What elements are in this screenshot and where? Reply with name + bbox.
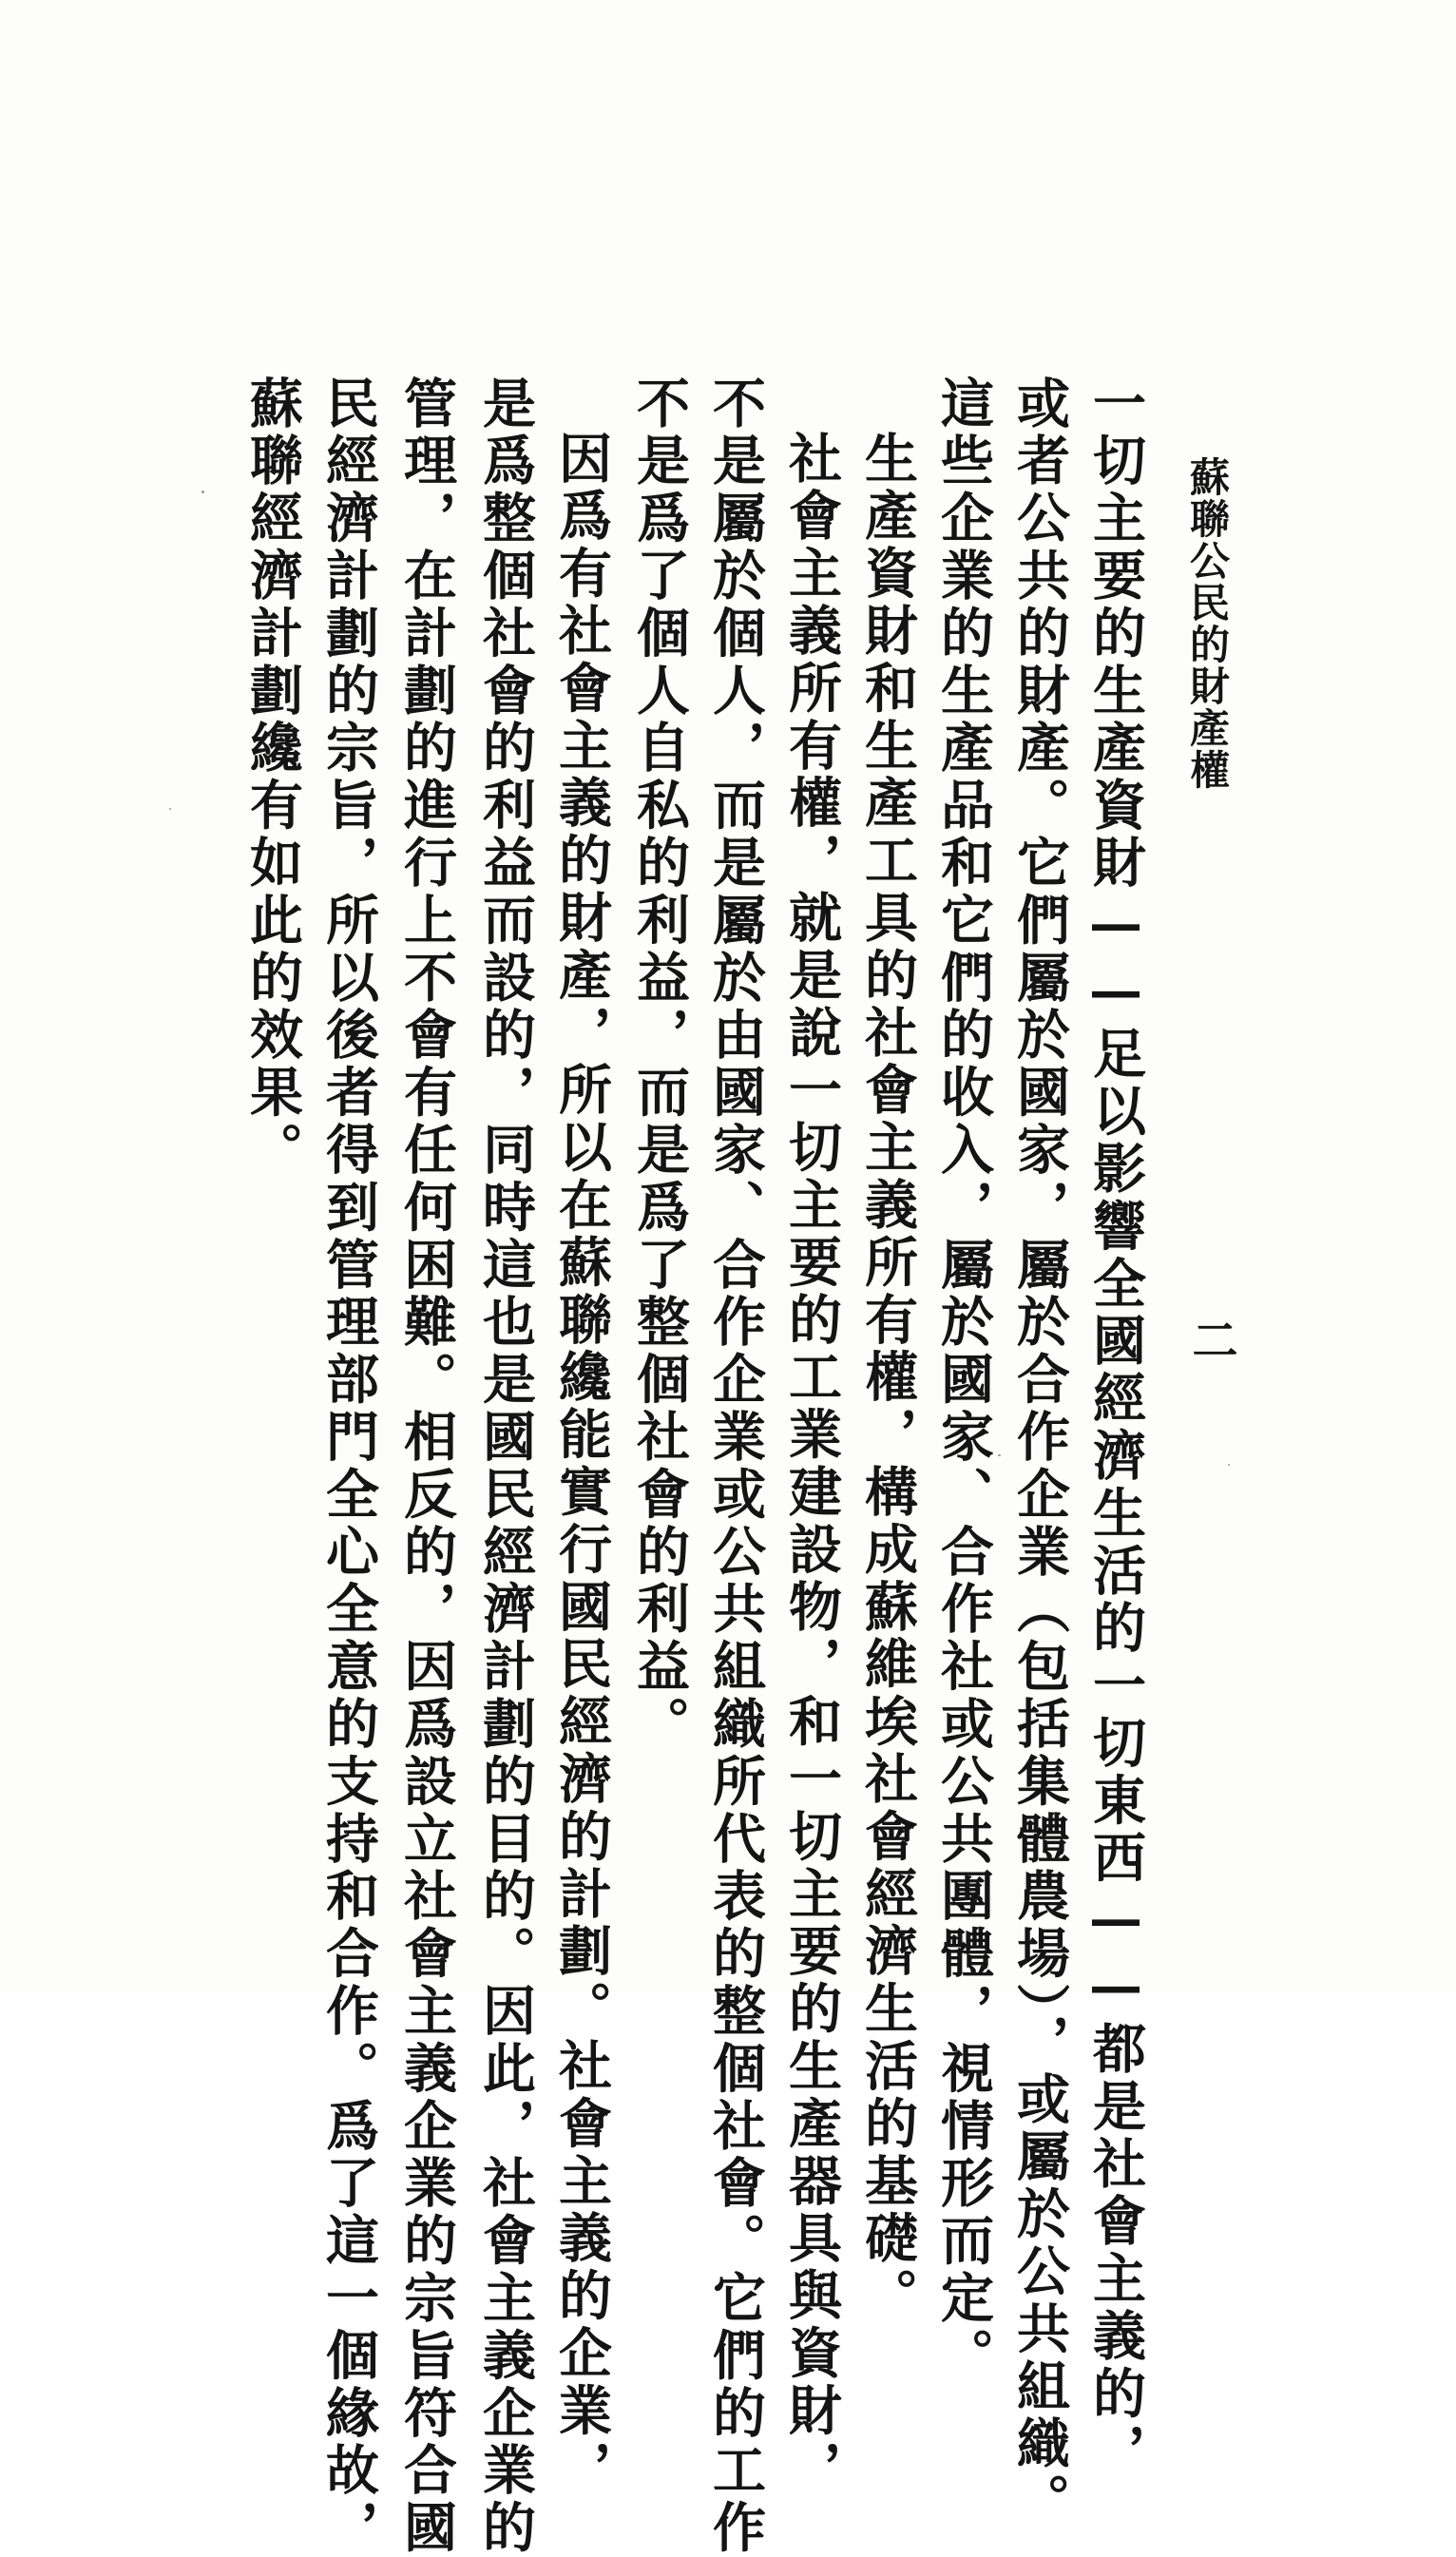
scan-speck: [201, 490, 204, 493]
text-column: 不是爲了個人自私的利益，而是爲了整個社會的利益。: [628, 375, 691, 1754]
text-column: 生產資財和生產工具的社會主義所有權，構成蘇維埃社會經濟生活的基礎。: [856, 431, 919, 2326]
text-column: 管理，在計劃的進行上不會有任何困難。相反的，因爲設立社會主義企業的宗旨符合國: [395, 375, 458, 2557]
scan-speck: [169, 808, 171, 810]
text-column: 因爲有社會主義的財產，所以在蘇聯纔能實行國民經濟的計劃。社會主義的企業，: [550, 431, 613, 2498]
text-column: 民經濟計劃的宗旨，所以後者得到管理部門全心全意的支持和合作。爲了這一個緣故，: [317, 375, 380, 2557]
text-column: 一切主要的生產資財——足以影響全國經濟生活的一切東西——都是社會主義的，: [1084, 375, 1147, 2481]
running-header-title: 蘇聯公民的財產權: [1184, 456, 1231, 791]
page-number: 二: [1184, 1317, 1237, 1362]
scan-speck: [998, 1454, 1001, 1456]
text-column: 蘇聯經濟計劃纔有如此的效果。: [241, 375, 304, 1180]
text-column: 不是屬於個人，而是屬於由國家、合作企業或公共組織所代表的整個社會。它們的工作: [704, 375, 767, 2557]
scan-speck: [1228, 1464, 1230, 1466]
text-column: 是爲整個社會的利益而設的，同時這也是國民經濟計劃的目的。因此，社會主義企業的: [474, 375, 537, 2557]
text-column: 或者公共的財產。它們屬於國家，屬於合作企業（包括集體農場），或屬於公共組織。: [1008, 375, 1071, 2531]
text-column: 這些企業的生產品和它們的收入，屬於國家、合作社或公共團體，視情形而定。: [932, 375, 995, 2385]
text-column: 社會主義所有權，就是說一切主要的工業建設物，和一切主要的生產器具與資財，: [780, 431, 843, 2498]
